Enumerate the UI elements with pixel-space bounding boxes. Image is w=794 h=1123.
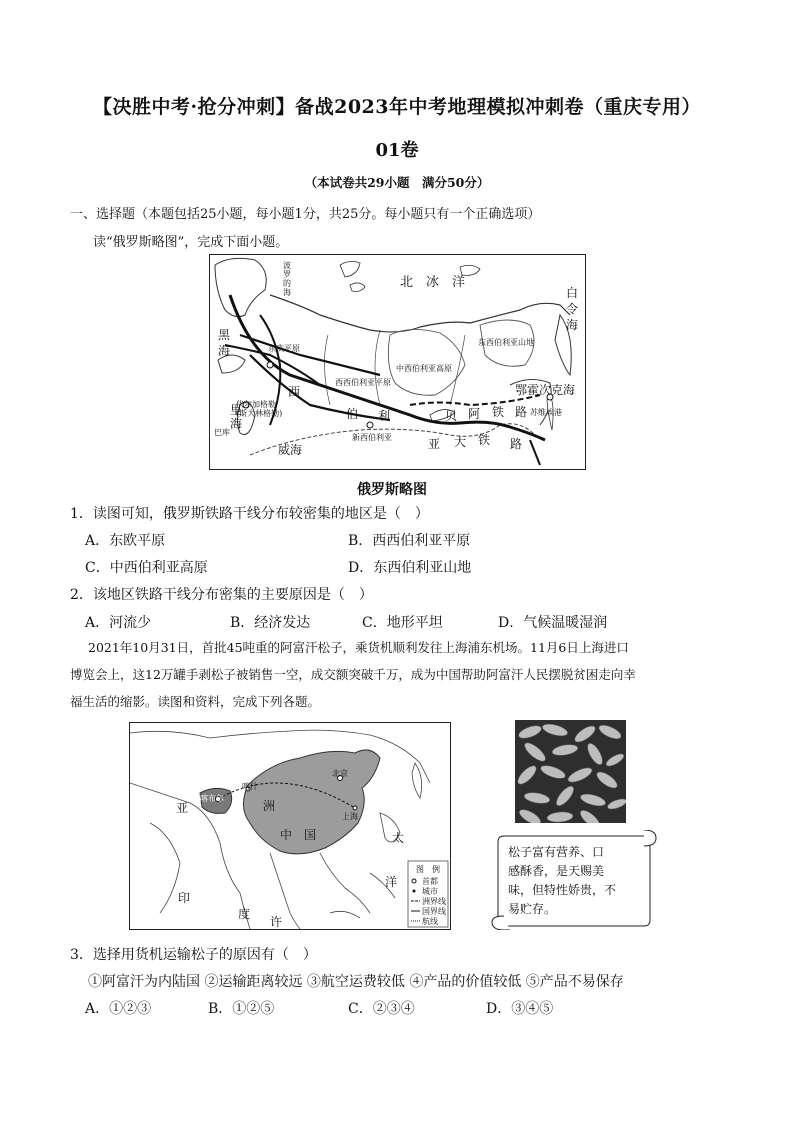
exam-subtitle: 01卷 [375, 140, 419, 161]
russia-map-caption: 俄罗斯略图 [357, 482, 427, 498]
q1-stem: 1．读图可知，俄罗斯铁路干线分布较密集的地区是（ ） [70, 506, 429, 522]
label-novosibirsk: 新西伯利亚 [352, 433, 392, 442]
legend-title: 图 例 [416, 865, 440, 874]
q2-stem: 2．该地区铁路干线分布密集的主要原因是（ ） [70, 587, 373, 603]
label-xu: 许 [270, 915, 283, 929]
exam-title: 【决胜中考·抢分冲刺】备战2023年中考地理模拟冲刺卷（重庆专用） [93, 96, 701, 118]
label-yin: 印 [178, 891, 191, 905]
section-intro: 读“俄罗斯略图”，完成下面小题。 [93, 235, 289, 250]
label-central-siberia: 中西伯利亚高原 [396, 364, 452, 373]
label-china: 中 国 [280, 828, 317, 842]
label-beijing: 北京 [332, 769, 348, 778]
q3-option-d[interactable]: D．③④⑤ [486, 1001, 554, 1017]
label-bo: 伯 [346, 407, 359, 421]
label-okhotsk: 鄂霍次克海 [515, 383, 576, 397]
label-baltic: 波 罗 的 海 [283, 261, 291, 297]
q2-option-a[interactable]: A．河流少 [85, 615, 152, 631]
label-lu2: 路 [515, 405, 528, 419]
label-caspian: 里 海 [230, 403, 243, 431]
legend-capital: 首都 [422, 877, 438, 886]
label-volgograd: 伏尔加格勒 (斯大林格勒) [236, 400, 283, 418]
label-a: 阿 [468, 407, 481, 421]
scroll-line-1: 松子富有营养、口 [508, 845, 605, 859]
label-lu: 路 [510, 437, 523, 451]
scroll-note [490, 830, 658, 930]
passage-line-3: 福生活的缩影。读图和资料，完成下列各题。 [70, 694, 321, 709]
label-yang: 洋 [385, 875, 398, 889]
exam-note: （本试卷共29小题 满分50分） [304, 175, 490, 190]
label-kabul: 喀布尔 [200, 794, 224, 803]
scroll-line-2: 感酥香，是天赐美 [508, 864, 605, 878]
label-sovetskaya: 苏维埃港 [530, 408, 562, 417]
label-east-siberia: 东西伯利亚山地 [478, 338, 534, 347]
q3-option-c[interactable]: C．②③④ [348, 1001, 415, 1017]
label-asia-zhou: 洲 [263, 799, 276, 813]
label-da: 大 [454, 435, 467, 449]
passage-line-2: 博览会上，这12万罐手剥松子被销售一空，成交额突破千万，成为中国帮助阿富汗人民摆脱贫困走向幸 [70, 667, 636, 682]
q2-option-d[interactable]: D．气候温暖湿润 [498, 615, 608, 631]
legend-route: 航线 [422, 917, 438, 926]
label-tai: 太 [392, 831, 405, 845]
label-black-sea: 黑 海 [218, 328, 231, 358]
label-ya: 亚 [428, 437, 441, 451]
section-heading: 一、选择题（本题包括25小题，每小题1分，共25分。每小题只有一个正确选项） [70, 207, 541, 222]
label-east-europe: 东欧平原 [268, 344, 300, 353]
q1-option-d[interactable]: D．东西伯利亚山地 [348, 560, 472, 576]
russia-map [209, 254, 586, 470]
legend-city: 城市 [422, 887, 438, 896]
label-li: 利 [378, 409, 391, 423]
q3-reasons: ①阿富汗为内陆国 ②运输距离较远 ③航空运费较低 ④产品的价值较低 ⑤产品不易保存 [88, 974, 624, 990]
q1-option-c[interactable]: C．中西伯利亚高原 [85, 560, 208, 576]
asia-map [129, 722, 451, 930]
q3-option-a[interactable]: A．①②③ [85, 1001, 152, 1017]
label-west-siberia: 西西伯利亚平原 [335, 378, 391, 387]
label-tie2: 铁 [492, 405, 505, 419]
label-bering: 白 令 海 [566, 286, 579, 332]
scroll-line-4: 易贮存。 [508, 902, 557, 916]
q1-option-b[interactable]: B．西西伯利亚平原 [348, 533, 471, 549]
label-weihai: 威海 [278, 443, 303, 457]
label-arctic: 北 冰 洋 [400, 275, 466, 290]
q1-option-a[interactable]: A．东欧平原 [85, 533, 166, 549]
label-baku: 巴库 [214, 428, 230, 437]
q2-option-b[interactable]: B．经济发达 [230, 615, 311, 631]
pine-nut-drawing [515, 720, 626, 823]
legend-continent-line: 洲界线 [422, 897, 446, 906]
label-shanghai: 上海 [342, 812, 358, 821]
legend-border-line: 国界线 [422, 907, 446, 916]
pine-nut-photo [515, 720, 626, 823]
label-asia-ya: 亚 [176, 801, 189, 815]
q2-option-c[interactable]: C．地形平坦 [362, 615, 443, 631]
label-kashi: 喀什 [242, 782, 258, 791]
q3-stem: 3．选择用货机运输松子的原因有（ ） [70, 947, 317, 963]
passage-line-1: 2021年10月31日，首批45吨重的阿富汗松子，乘货机顺利发往上海浦东机场。11月6日上海进口 [88, 640, 629, 655]
label-xi: 西 [288, 385, 301, 399]
label-du: 度 [238, 907, 251, 921]
label-tie: 铁 [478, 433, 491, 447]
scroll-line-3: 味，但特性娇贵，不 [508, 883, 617, 897]
russia-map-drawing [210, 255, 585, 469]
q3-option-b[interactable]: B．①②⑤ [208, 1001, 275, 1017]
label-bei: 贝 [445, 409, 458, 423]
